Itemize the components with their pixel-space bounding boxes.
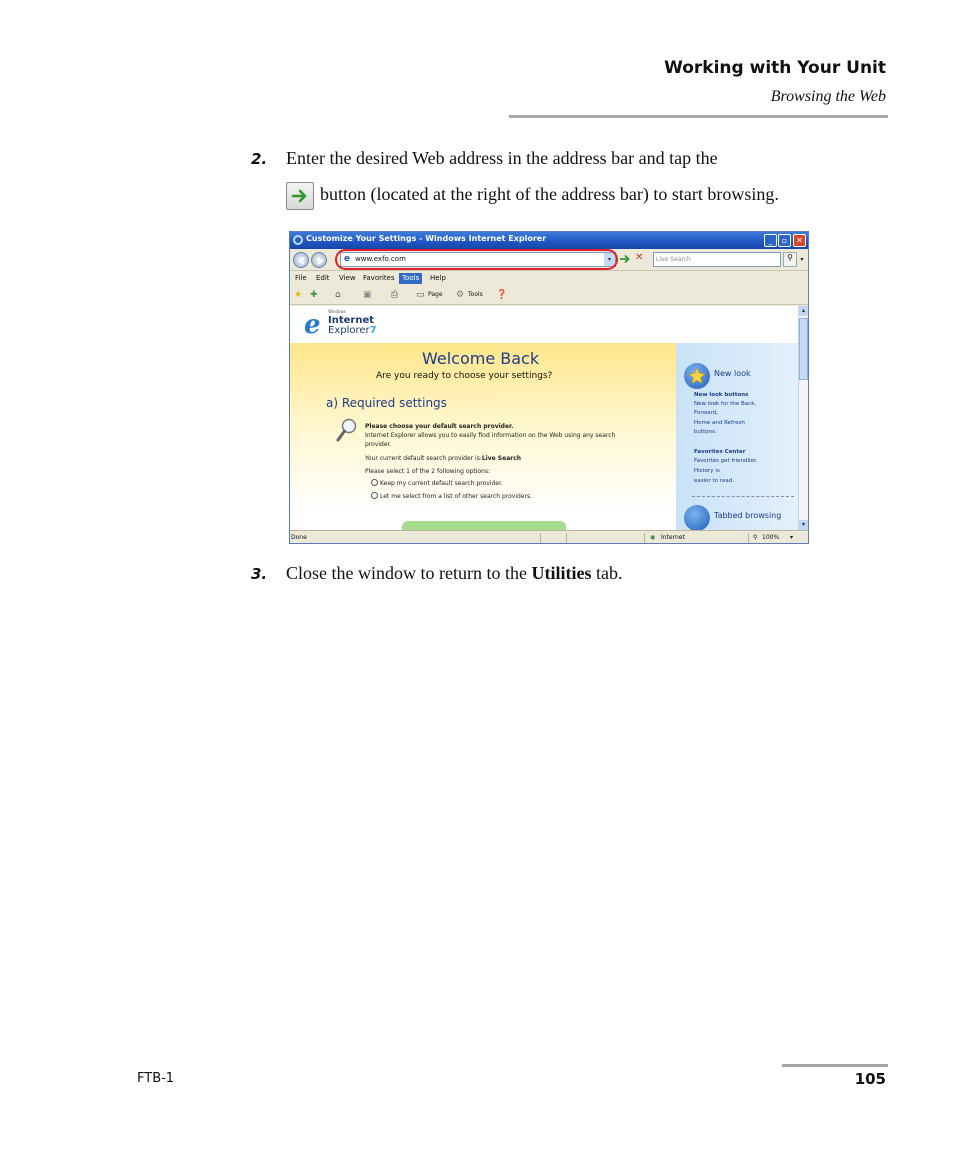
provider-heading: Please choose your default search provider. (365, 423, 514, 430)
ie-address-row (290, 249, 808, 271)
status-separator (540, 533, 541, 543)
back-icon (293, 252, 309, 268)
status-done: Done (291, 534, 307, 541)
feeds-icon: ▣ (363, 290, 372, 300)
logo-windows-text: Windows (328, 309, 346, 314)
close-icon: ✕ (793, 234, 806, 247)
option-2-radio (371, 492, 378, 499)
ie-page-content (290, 306, 798, 530)
menu-edit: Edit (316, 274, 330, 282)
ie-address-url: www.exfo.com (355, 255, 406, 263)
page-menu-label: Page (428, 291, 443, 298)
tabbed-browsing-icon (684, 505, 710, 531)
favorites-star-icon: ★ (294, 290, 303, 300)
search-placeholder: Live Search (656, 256, 691, 263)
help-icon: ❓ (496, 290, 508, 300)
ready-question: Are you ready to choose your settings? (376, 371, 553, 381)
welcome-heading: Welcome Back (422, 349, 540, 368)
buttons-line-2: Forward, (694, 410, 718, 416)
favorites-line-3: easier to read. (694, 478, 734, 484)
search-dropdown-icon: ▾ (800, 256, 804, 263)
logo-explorer-text: Explorer7 (328, 325, 377, 336)
tools-gear-icon: ⚙ (456, 290, 465, 300)
ie7-screenshot (289, 231, 809, 544)
footer-product: FTB-1 (137, 1071, 175, 1086)
menu-favorites: Favorites (363, 274, 395, 282)
tools-menu-label: Tools (468, 291, 483, 298)
home-icon: ⌂ (335, 290, 341, 300)
running-header-title: Working with Your Unit (664, 58, 886, 78)
menu-file: File (295, 274, 307, 282)
zoom-icon: ⚲ (753, 534, 758, 541)
buttons-line-1: New look for the Back, (694, 401, 757, 407)
option-1-label: Keep my current default search provider. (380, 480, 503, 487)
scroll-down-icon: ▾ (799, 520, 808, 530)
ie-e-logo-icon: e (304, 310, 321, 340)
stop-icon: ✕ (635, 252, 644, 263)
print-icon: ⎙ (391, 290, 399, 300)
features-sidebar (676, 343, 798, 530)
menu-view: View (339, 274, 356, 282)
step-number-2: 2. (251, 150, 268, 168)
favorites-center-heading: Favorites Center (694, 449, 746, 455)
provider-description-2: provider. (365, 441, 392, 448)
internet-zone-icon: ◉ (650, 534, 656, 541)
step-number-3: 3. (251, 565, 268, 583)
page-icon: ▭ (416, 290, 425, 300)
option-1-radio (371, 479, 378, 486)
ie-window-title: Customize Your Settings - Windows Internet Explorer (306, 234, 547, 243)
status-zone: Internet (661, 534, 685, 541)
buttons-line-4: buttons. (694, 429, 717, 435)
utilities-tab-name: Utilities (531, 563, 592, 583)
minimize-icon: _ (764, 234, 777, 247)
ie-search-box (653, 252, 781, 267)
favorites-line-2: History is (694, 468, 720, 474)
new-look-heading: New look (714, 369, 751, 378)
menu-tools: Tools (399, 273, 422, 284)
step-2-line-2: button (located at the right of the address bar) to start browsing. (320, 184, 779, 204)
sidebar-divider (692, 496, 794, 497)
status-zoom: 100% (762, 534, 780, 541)
welcome-panel (290, 343, 676, 530)
add-favorites-icon: ✚ (310, 290, 318, 300)
step-3-text: Close the window to return to the Utilities tab. (286, 563, 623, 583)
ie-status-bar (290, 530, 808, 544)
address-dropdown-icon: ▾ (604, 253, 615, 266)
logo-internet-text: Internet (328, 315, 375, 326)
page-e-icon: e (344, 254, 351, 264)
page-number: 105 (854, 1070, 886, 1088)
running-header-subtitle: Browsing the Web (770, 88, 886, 105)
maximize-icon: ▫ (778, 234, 791, 247)
select-prompt: Please select 1 of the 2 following options: (365, 468, 491, 475)
required-settings-heading: a) Required settings (326, 396, 447, 410)
new-look-icon (684, 363, 710, 389)
forward-icon (311, 252, 327, 268)
go-button-illustration (286, 182, 314, 210)
tabbed-browsing-heading: Tabbed browsing (714, 511, 782, 520)
header-rule (509, 115, 888, 118)
go-arrow-icon (291, 187, 309, 205)
ie-vertical-scrollbar (798, 306, 808, 530)
provider-description-1: Internet Explorer allows you to easily find information on the Web using any search (365, 432, 616, 439)
ie-title-bar (290, 232, 808, 249)
ie-command-bar (290, 285, 808, 305)
new-look-buttons-heading: New look buttons (694, 392, 749, 398)
magnifier-icon (336, 418, 358, 444)
option-2-label: Let me select from a list of other search providers. (380, 493, 532, 500)
go-arrow-icon-small (619, 253, 631, 265)
search-icon: ⚲ (783, 252, 797, 267)
status-separator (748, 533, 749, 543)
favorites-line-1: Favorites get friendlier, (694, 458, 758, 464)
ie7-logo (304, 309, 384, 339)
ie-menu-bar (290, 271, 808, 285)
scroll-up-icon: ▴ (799, 306, 808, 316)
menu-help: Help (430, 274, 446, 282)
zoom-dropdown-icon: ▾ (790, 534, 794, 541)
scroll-thumb (799, 318, 808, 380)
address-bar-highlight (335, 249, 618, 270)
footer-rule (782, 1064, 888, 1067)
ie-logo-icon (293, 235, 303, 245)
status-separator (566, 533, 567, 543)
step-2-line-1: Enter the desired Web address in the address bar and tap the (286, 148, 718, 168)
current-provider-line: Your current default search provider is:Live Search (365, 455, 522, 462)
status-separator (644, 533, 645, 543)
buttons-line-3: Home and Refresh (694, 420, 745, 426)
